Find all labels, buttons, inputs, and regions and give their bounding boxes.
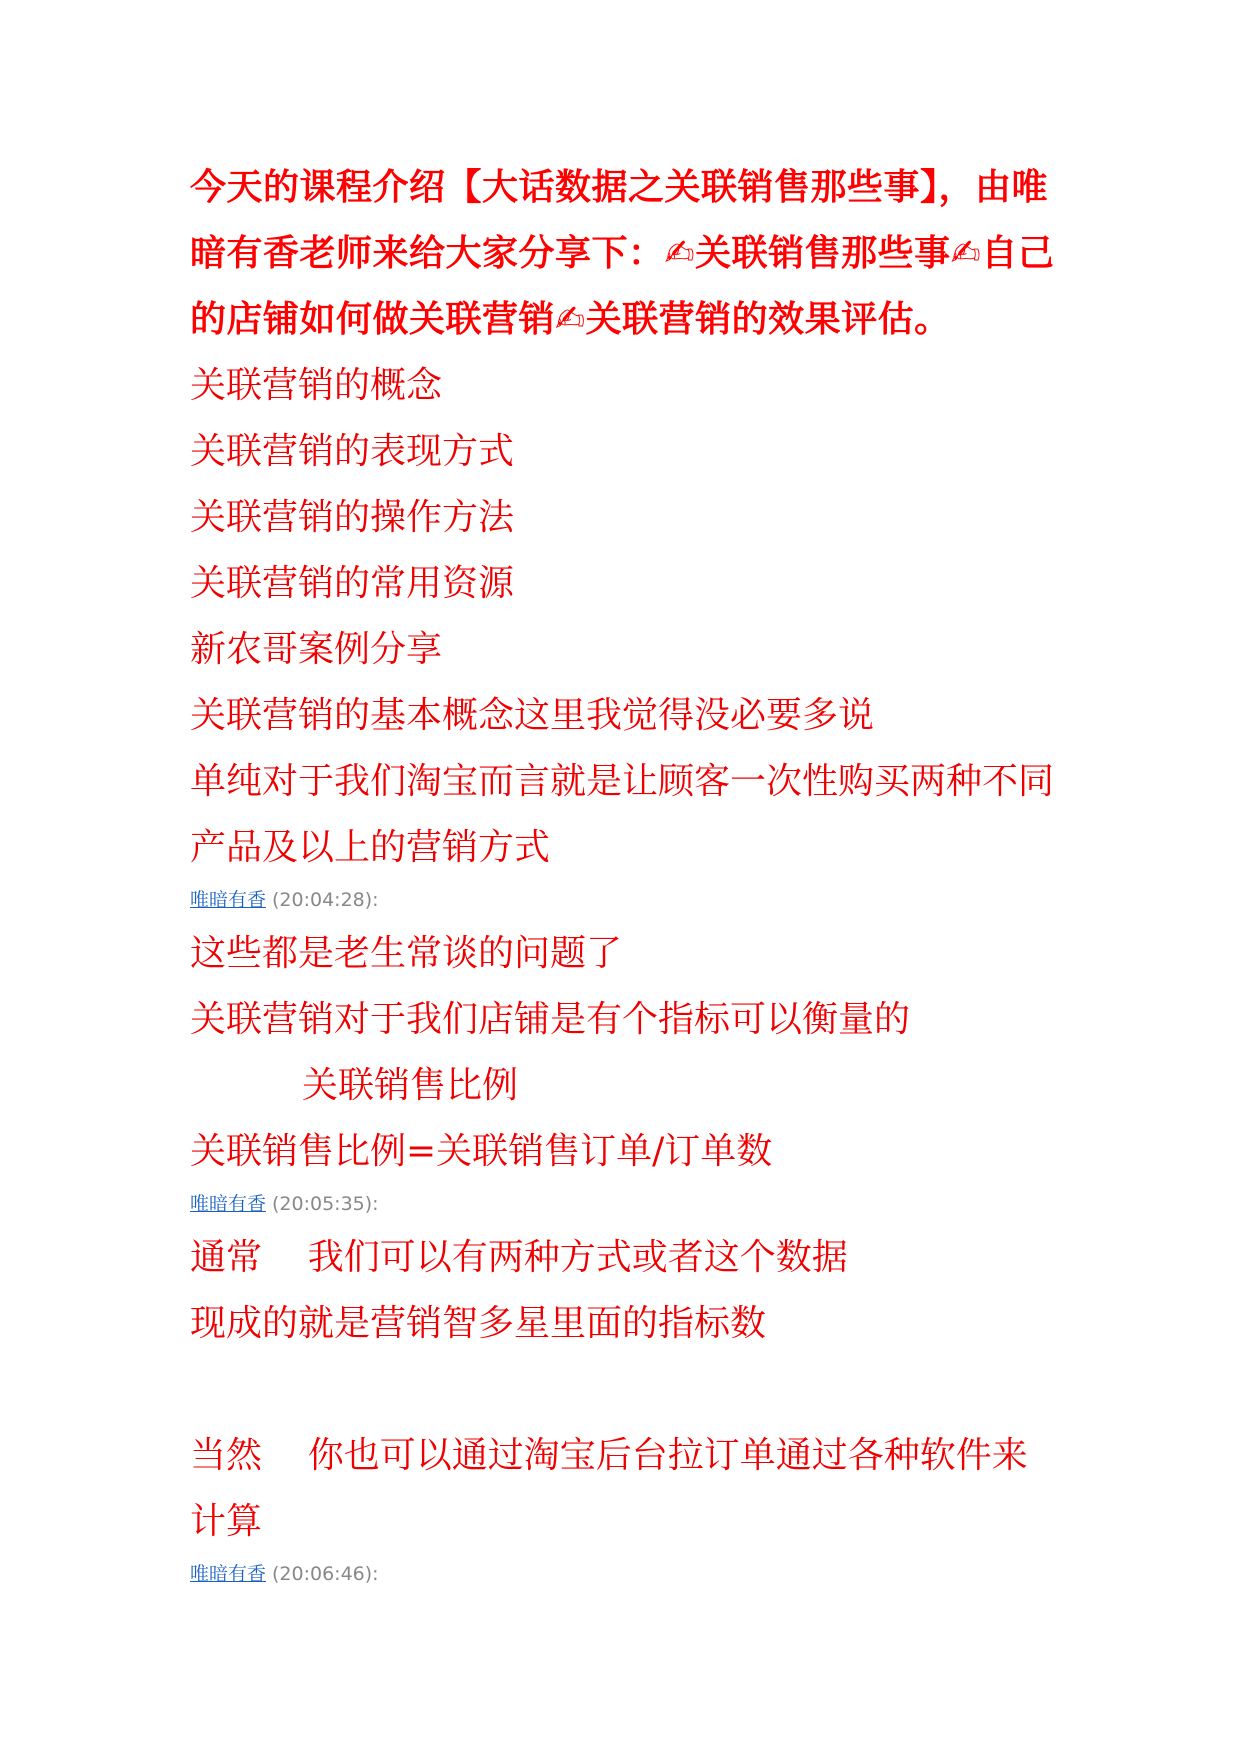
text-line-indented: 关联销售比例	[302, 1065, 519, 1106]
text-line: 当然 你也可以通过淘宝后台拉订单通过各种软件来计算	[190, 1435, 1028, 1542]
text-line: 单纯对于我们淘宝而言就是让顾客一次性购买两种不同产品及以上的营销方式	[190, 761, 1055, 868]
message-header	[190, 1189, 1060, 1219]
text-line: 这些都是老生常谈的问题了	[190, 933, 623, 974]
text-line: 关联营销对于我们店铺是有个指标可以衡量的	[190, 999, 911, 1040]
message-header	[190, 1559, 1060, 1589]
blank-line	[190, 1357, 1060, 1423]
message-header	[190, 885, 1060, 915]
sender-link[interactable]: 唯暗有香	[190, 1563, 267, 1585]
text-line: 关联销售比例=关联销售订单/订单数	[190, 1131, 773, 1172]
text-line: 关联营销的概念	[190, 365, 443, 406]
message-timestamp: (20:04:28):	[272, 889, 379, 911]
chat-log-content	[190, 155, 1060, 1595]
course-intro: 今天的课程介绍【大话数据之关联销售那些事】，由唯暗有香老师来给大家分享下：✍关联销售那些事✍自己的店铺如何做关联营销✍关联营销的效果评估。	[190, 167, 1055, 340]
message-timestamp: (20:06:46):	[272, 1563, 379, 1585]
text-line: 新农哥案例分享	[190, 629, 443, 670]
text-line: 关联营销的操作方法	[190, 497, 515, 538]
message-timestamp: (20:05:35):	[272, 1193, 379, 1215]
text-line: 通常 我们可以有两种方式或者这个数据	[190, 1237, 848, 1278]
sender-link[interactable]: 唯暗有香	[190, 1193, 267, 1215]
text-line: 关联营销的表现方式	[190, 431, 515, 472]
text-line: 关联营销的常用资源	[190, 563, 515, 604]
text-line: 现成的就是营销智多星里面的指标数	[190, 1303, 767, 1344]
text-line: 关联营销的基本概念这里我觉得没必要多说	[190, 695, 875, 736]
sender-link[interactable]: 唯暗有香	[190, 889, 267, 911]
